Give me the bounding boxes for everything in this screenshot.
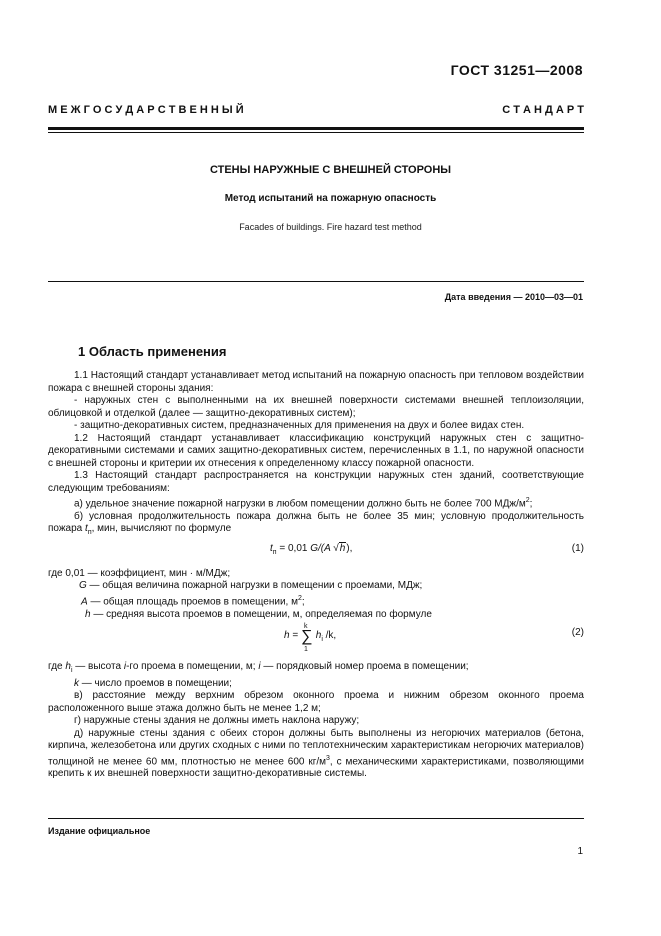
official-edition: Издание официальное xyxy=(48,826,151,836)
banner-left: М Е Ж Г О С У Д А Р С Т В Е Н Н Ы Й xyxy=(48,104,244,116)
document-subtitle: Метод испытаний на пожарную опасность xyxy=(224,193,437,204)
page-number: 1 xyxy=(577,846,583,857)
footer-rule xyxy=(48,818,584,819)
item-d: д) наружные стены здания с обеих сторон должны быть выполнены из негорючих материалов (бетона, кирпича, железобетона или других сходных с ними по теплотехническим характеристикам негорючих материалов) толщиной не менее 60 мм, плотностью не менее 600 $кг/м^3$, с механическими характеристиками, позволяющими крепить к их внешней поверхности защитно-декоративные системы. xyxy=(48,727,584,780)
item-a: а) удельное значение пожарной нагрузки в любом помещении должно быть не более 700 МДж/$м^2$; xyxy=(74,497,533,510)
item-g: г) наружные стены здания не должны иметь наклона наружу; xyxy=(74,715,360,727)
paragraph-1-2: 1.2 Настоящий стандарт устанавливает классификацию конструкций наружных стен с защитно-декоративными системами и самих защитно-декоративных систем, перечисленных в 1.1, по наружной опасности с внешней стороны и критерии их отнесения к определенному классу пожарной опасности. xyxy=(48,432,584,469)
paragraph-1-3: 1.3 Настоящий стандарт распространяется на конструкции наружных стен зданий, соответствующие следующим требованиям: xyxy=(48,470,584,494)
item-v: в) расстояние между верхним обрезом оконного проема и нижним обрезом оконного проема расположенного выше этажа должно быть не менее 1,2 м; xyxy=(48,690,584,714)
date-rule xyxy=(48,281,584,282)
where-a: A — общая площадь проемов в помещении, $м^2$; xyxy=(81,594,305,608)
where-coefficient: где 0,01 — коэффициент, мин · м/МДж; xyxy=(48,567,231,579)
where-k: k — число проемов в помещении; xyxy=(74,677,232,689)
document-title: СТЕНЫ НАРУЖНЫЕ С ВНЕШНЕЙ СТОРОНЫ xyxy=(209,164,452,176)
paragraph-1-1: 1.1 Настоящий стандарт устанавливает метод испытаний на пожарную опасность при тепловом воздействии пожара с внешней стороны здания: xyxy=(48,370,584,394)
standard-number: ГОСТ 31251—2008 xyxy=(450,62,583,78)
banner-right: С Т А Н Д А Р Т xyxy=(502,104,584,116)
section-body xyxy=(48,370,584,781)
formula-1-number: (1) xyxy=(571,542,584,554)
banner-rule-thin xyxy=(48,132,584,133)
banner-rule-thick xyxy=(48,127,584,130)
standard-banner xyxy=(48,104,584,116)
introduction-date: Дата введения — 2010—03—01 xyxy=(444,292,583,302)
paragraph-1-1b: - защитно-декоративных систем, предназначенных для применения на двух и более видах стен. xyxy=(74,420,525,431)
where-h: h — средняя высота проемов в помещении, м, определяемая по формуле xyxy=(85,608,432,620)
item-b: б) условная продолжительность пожара должна быть не более 35 мин; условную продолжительность пожара $t_п$, мин, вычисляют по формуле xyxy=(48,510,584,537)
where-hi: где $h_i$ — высота i-го проема в помещении, м; i — порядковый номер проема в помещении; xyxy=(48,661,469,675)
document-title-english: Facades of buildings. Fire hazard test method xyxy=(239,222,422,232)
formula-2: h = k ∑ 1 $h_i$ /k, (2) xyxy=(284,623,584,654)
formula-1: $t_п = 0,01$ G/(A √h), (1) xyxy=(270,542,584,556)
where-g: G — общая величина пожарной нагрузки в помещении с проемами, МДж; xyxy=(79,580,423,592)
paragraph-1-1a: - наружных стен с выполненными на их внешней поверхности системами внешней теплоизоляции, облицовкой и отделкой (далее — защитно-декоративных систем); xyxy=(48,395,584,419)
section-title: 1 Область применения xyxy=(78,344,227,359)
formula-2-number: (2) xyxy=(571,627,584,639)
